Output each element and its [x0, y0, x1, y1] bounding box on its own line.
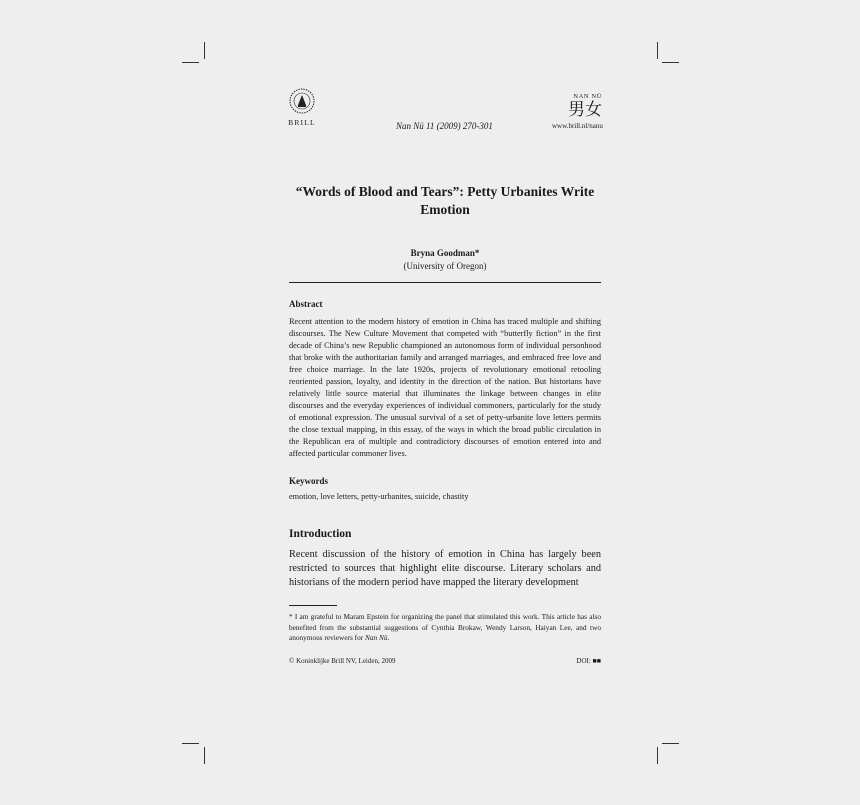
footnote-divider [289, 605, 337, 606]
brill-seal-icon [289, 88, 315, 114]
abstract-heading: Abstract [289, 299, 323, 309]
journal-url[interactable]: www.brill.nl/nanu [552, 122, 603, 130]
title-divider [289, 282, 601, 283]
brill-logo [287, 88, 317, 127]
crop-mark [182, 62, 199, 63]
crop-mark [662, 743, 679, 744]
footnote [289, 612, 601, 644]
journal-name: NAN NÜ [573, 93, 602, 100]
journal-glyphs: 男女 [568, 100, 602, 120]
author-name: Bryna Goodman* [410, 248, 480, 258]
crop-mark [657, 42, 658, 59]
footnote-end: . [387, 633, 390, 642]
journal-citation: Nan Nü 11 (2009) 270-301 [396, 121, 493, 131]
abstract-text: Recent attention to the modern history of emotion in China has traced multiple and shifting discourses. The New Culture Movement that competed with “butterfly fiction” in the first decade of China’s new Republic championed an autonomous form of individual personhood that broke with the authoritarian family and arranged marriages, and embraced free love and free choice marriage. In the late 1920s, projects of revolutionary emotional retooling reoriented passion, loyalty, and identity in the direction of the nation. But historians have relatively little source material that illuminates the linkage between changes in elite discourses and the everyday experiences of individual commoners, particularly for the study of emotional expression. The unusual survival of a set of petty-urbanite love letters permits the close textual mapping, in this essay, of the ways in which the broad public circulation in the Republican era of multiple and contradictory discourses of emotion entered into and affected particular commoner lives. [289, 317, 601, 458]
crop-mark [182, 743, 199, 744]
footnote-text: * I am grateful to Maram Epstein for organizing the panel that stimulated this work. This article has also benefited from the substantial suggestions of Cynthia Brokaw, Wendy Larson, Haiyan Lee, and two anonymous reviewers for [289, 612, 601, 642]
journal-logo [552, 93, 602, 130]
crop-mark [204, 747, 205, 764]
introduction-text: Recent discussion of the history of emotion in China has largely been restricted to sources that highlight elite discourse. Literary scholars and historians of the modern period have mapped the literary development [289, 549, 601, 588]
footnote-journal: Nan Nü [365, 633, 388, 642]
copyright-line: © Koninklijke Brill NV, Leiden, 2009 [289, 657, 396, 665]
crop-mark [662, 62, 679, 63]
crop-mark [657, 747, 658, 764]
keywords-heading: Keywords [289, 476, 328, 486]
introduction-heading: Introduction [289, 528, 352, 540]
crop-mark [204, 42, 205, 59]
publisher-name: BRILL [288, 118, 316, 127]
author-affiliation: (University of Oregon) [403, 261, 487, 271]
doi-line: DOI: ■■ [576, 657, 601, 665]
article-title: “Words of Blood and Tears”: Petty Urbanites Write Emotion [295, 184, 595, 217]
keywords-text: emotion, love letters, petty-urbanites, suicide, chastity [289, 492, 469, 501]
